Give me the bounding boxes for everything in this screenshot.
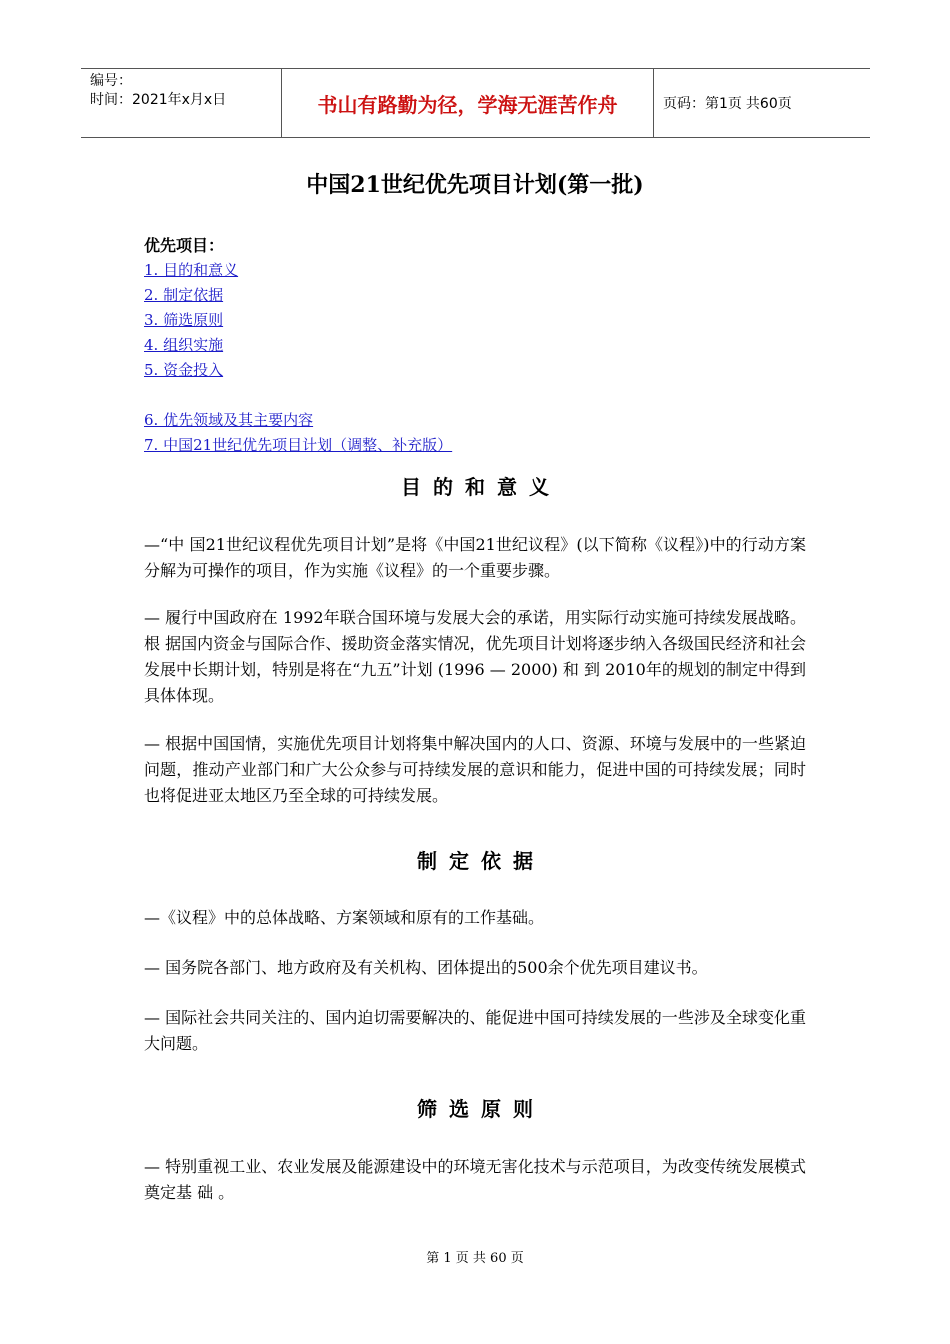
page-info-cell (654, 69, 870, 137)
paragraph: — 国际社会共同关注的、国内迫切需要解决的、能促进中国可持续发展的一些涉及全球变化重大问题。 (144, 1008, 806, 1053)
header-table (81, 68, 870, 138)
paragraph: — 根据中国国情，实施优先项目计划将集中解决国内的人口、资源、环境与发展中的一些紧迫问题，推动产业部门和广大公众参与可持续发展的意识和能力，促进中国的可持续发展；同时也将促进亚太地区乃至全球的可持续发展。 (144, 734, 806, 805)
section-heading-principles: 筛选原则 (417, 1097, 545, 1121)
serial-label: 编号： (90, 73, 132, 89)
toc-link-purpose[interactable]: 1. 目的和意义 (144, 261, 239, 279)
paragraph: —“中 国21世纪议程优先项目计划”是将《中国21世纪议程》(以下简称《议程》)中的行动方案分解为可操作的项目，作为实施《议程》的一个重要步骤。 (144, 535, 806, 580)
toc-link-principles[interactable]: 3. 筛选原则 (144, 311, 224, 329)
table-of-contents (144, 234, 452, 458)
toc-link-revised-plan[interactable]: 7. 中国21世纪优先项目计划（调整、补充版） (144, 436, 453, 454)
section-heading-basis: 制定依据 (417, 849, 545, 873)
toc-link-basis[interactable]: 2. 制定依据 (144, 286, 224, 304)
total-pages: 共60页 (745, 96, 792, 112)
paragraph: — 履行中国政府在 1992年联合国环境与发展大会的承诺，用实际行动实施可持续发展战略。根 据国内资金与国际合作、援助资金落实情况，优先项目计划将逐步纳入各级国民经济和社会发展中长期计划，特别是将在“九五”计划 (1996 — 2000) 和 到 2010年的规划的制定中得到具体体现。 (144, 608, 806, 705)
toc-label: 优先项目： (144, 236, 225, 255)
paragraph: — 国务院各部门、地方政府及有关机构、团体提出的500余个优先项目建议书。 (144, 958, 708, 977)
motto: 书山有路勤为径，学海无涯苦作舟 (281, 69, 654, 137)
time-label: 时间：2021年x月x日 (90, 92, 227, 108)
toc-link-priority-areas[interactable]: 6. 优先领域及其主要内容 (144, 411, 314, 429)
paragraph: —《议程》中的总体战略、方案领域和原有的工作基础。 (144, 908, 545, 927)
paragraph: — 特别重视工业、农业发展及能源建设中的环境无害化技术与示范项目，为改变传统发展模式奠定基 础 。 (144, 1157, 806, 1202)
header-meta-cell (81, 69, 281, 137)
section-heading-purpose: 目的和意义 (401, 475, 561, 499)
page-footer: 第 1 页 共 60 页 (426, 1251, 524, 1266)
toc-link-funding[interactable]: 5. 资金投入 (144, 361, 224, 379)
toc-link-implementation[interactable]: 4. 组织实施 (144, 336, 224, 354)
page-number: 页码：第1页 (663, 96, 742, 112)
document-title: 中国21世纪优先项目计划(第一批) (306, 172, 644, 198)
